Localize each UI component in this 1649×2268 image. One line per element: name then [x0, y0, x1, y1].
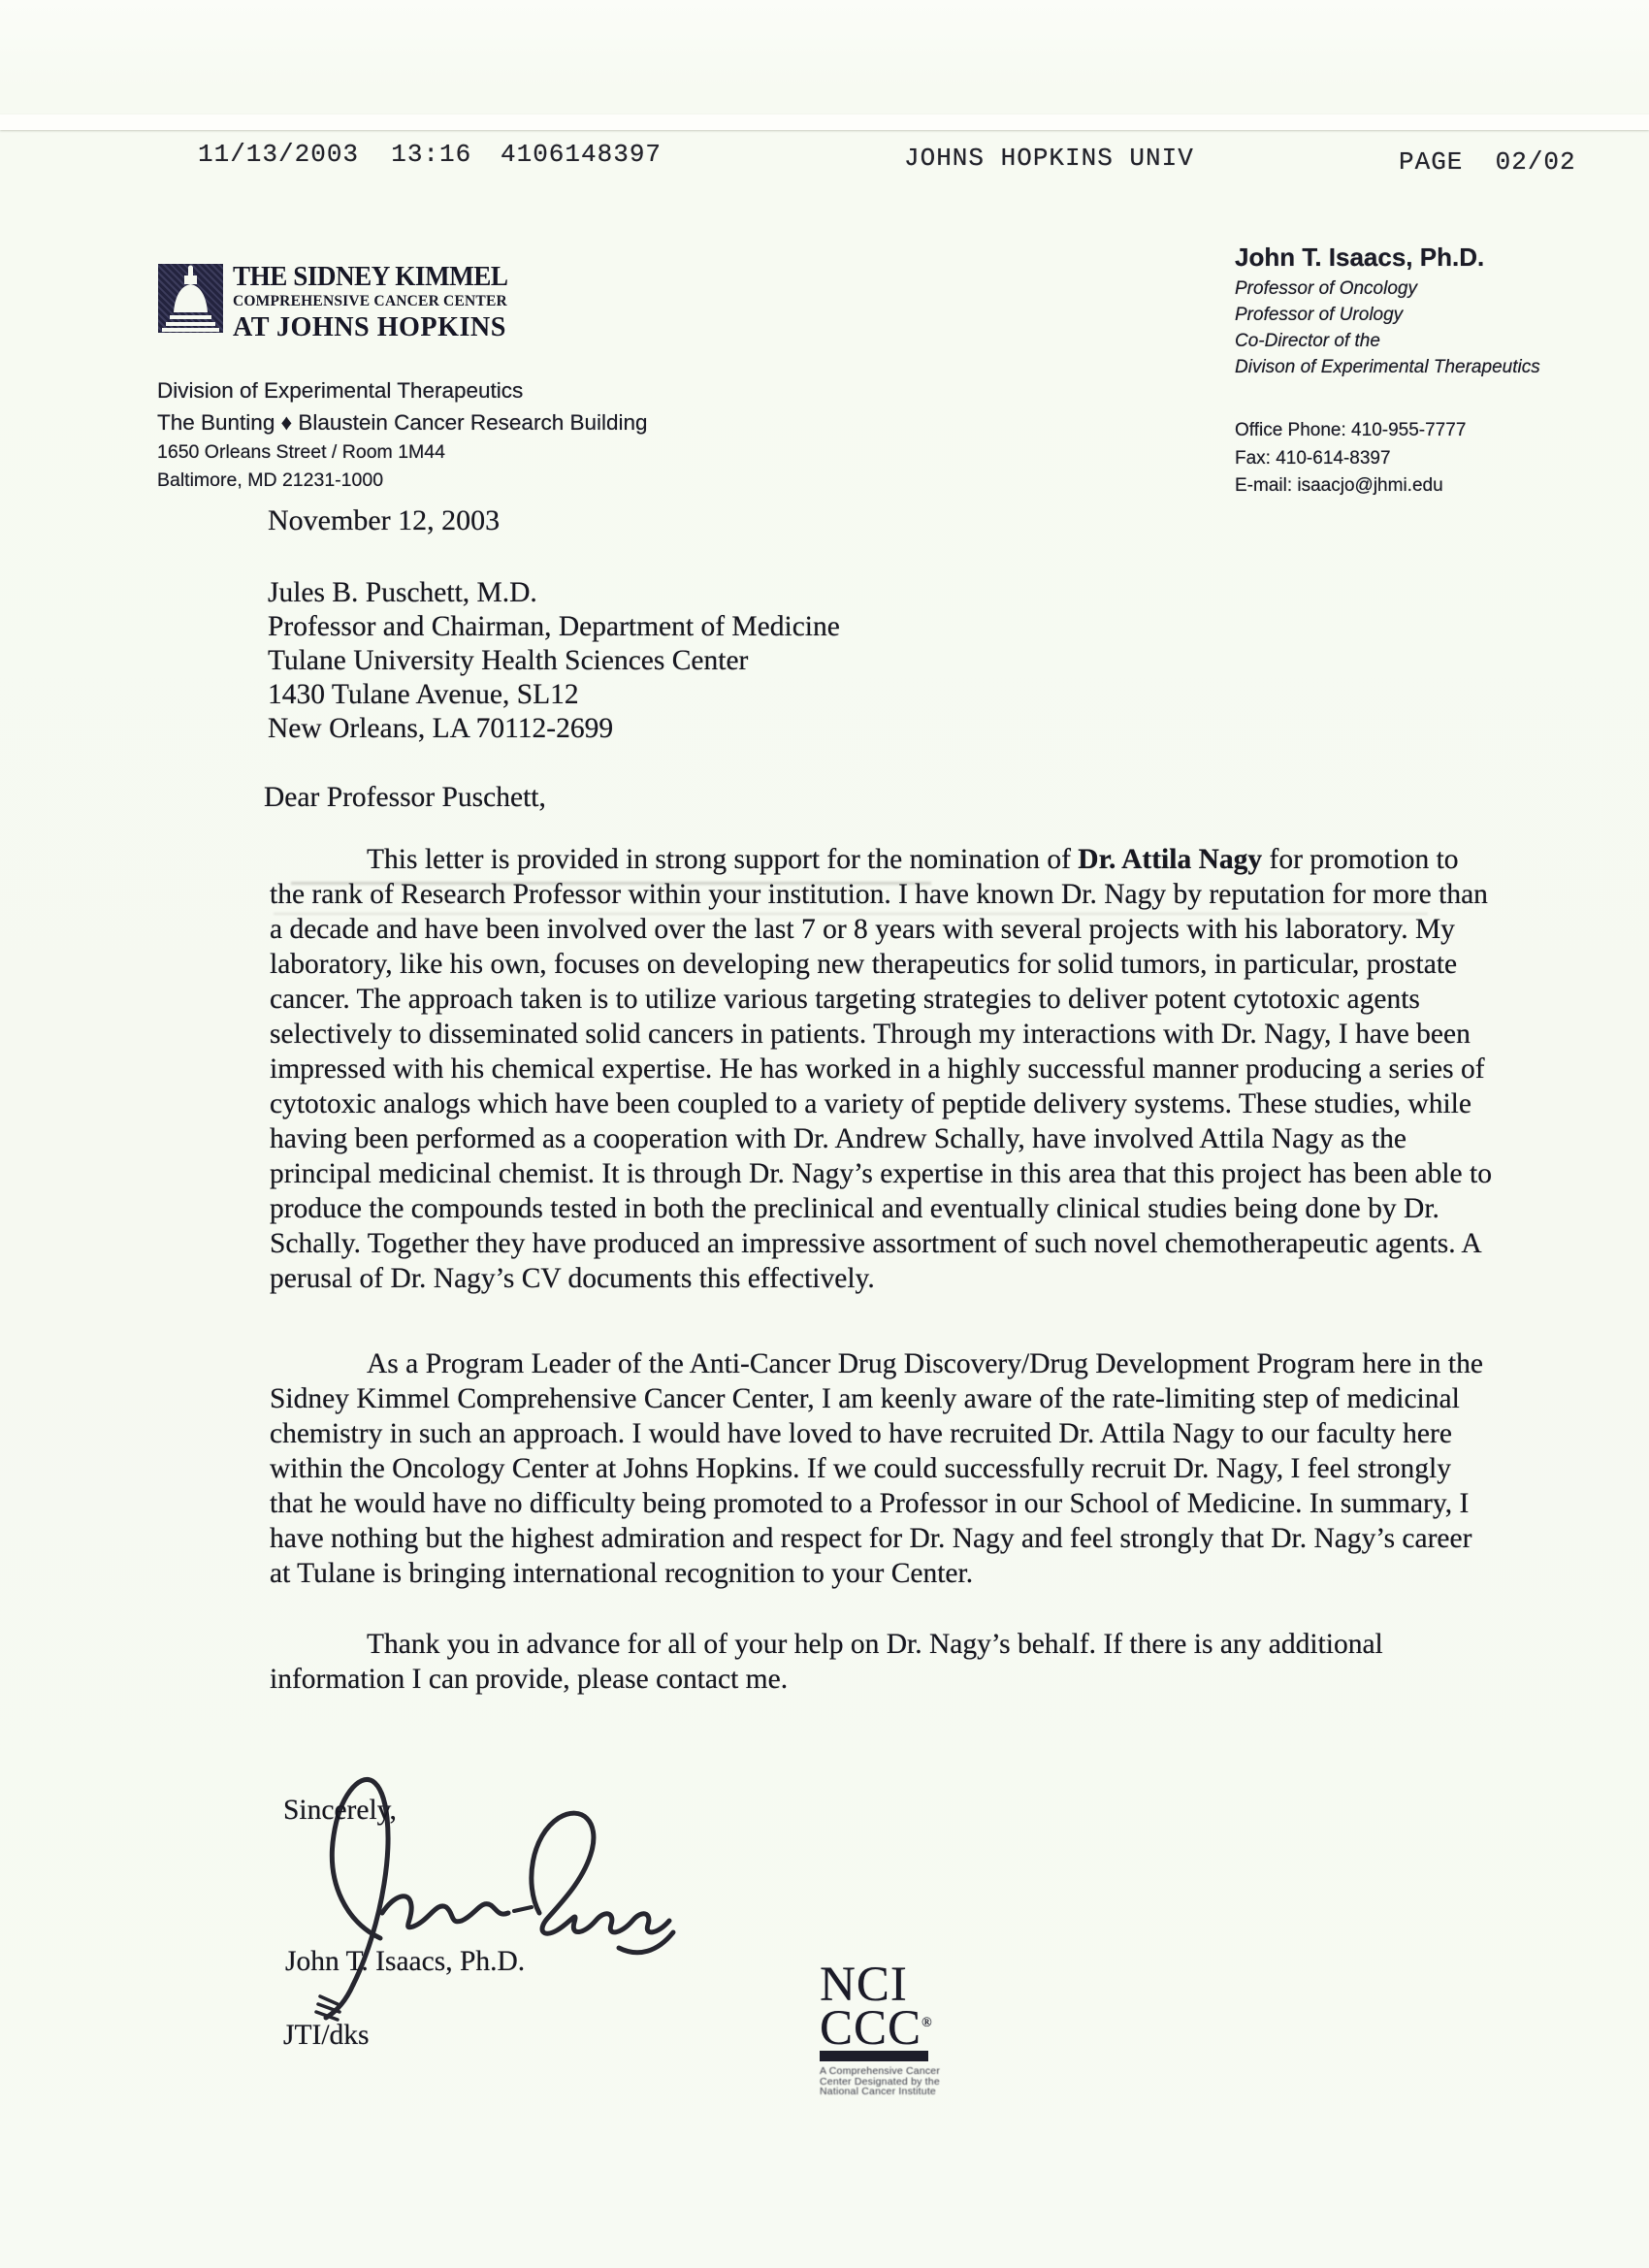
- nci-tagline: [820, 2066, 965, 2097]
- tagline-line: Center Designated by the: [820, 2075, 940, 2088]
- contact-email: E-mail: isaacjo@jhmi.edu: [1235, 475, 1443, 496]
- paragraph-3: Thank you in advance for all of your help on Dr. Nagy’s behalf. If there is any additional information I can provide, please contact me.: [270, 1629, 1383, 1695]
- letter-body: [270, 842, 1500, 1697]
- contact-title: Professor of Urology: [1235, 305, 1404, 325]
- logo-line-1: THE SIDNEY KIMMEL: [233, 262, 508, 292]
- paragraph-1-bold-name: Dr. Attila Nagy: [1078, 844, 1263, 875]
- paragraph-2: As a Program Leader of the Anti-Cancer Drug Discovery/Drug Development Program here in the Sidney Kimmel Comprehensive Cancer Center, I am keenly aware of the rate-limiting step of medicinal chemistry in such an approach. I would have loved to have recruited Dr. Attila Nagy to our faculty here within the Oncology Center at Johns Hopkins. If we could successfully recruit Dr. Nagy, I feel strongly that he would have no difficulty being promoted to a Professor in our School of Medicine. In summary, I have nothing but the highest admiration and respect for Dr. Nagy and feel strongly that Dr. Nagy’s career at Tulane is bringing international recognition to your Center.: [270, 1348, 1483, 1589]
- contact-fax: Fax: 410-614-8397: [1235, 447, 1391, 469]
- tagline-line: A Comprehensive Cancer: [820, 2065, 941, 2077]
- contact-title: Professor of Oncology: [1235, 278, 1417, 299]
- fax-datetime: 11/13/2003 13:16: [198, 140, 472, 169]
- signer-name: John T. Isaacs, Ph.D.: [285, 1946, 526, 1977]
- contact-name: John T. Isaacs, Ph.D.: [1235, 243, 1485, 272]
- registered-mark: ®: [922, 2016, 932, 2030]
- nci-text: NCI: [820, 1958, 908, 2012]
- closing: Sincerely,: [283, 1795, 397, 1826]
- recipient-line: Tulane University Health Sciences Center: [268, 645, 749, 676]
- address-line: 1650 Orleans Street / Room 1M44: [157, 441, 445, 463]
- recipient-line: 1430 Tulane Avenue, SL12: [268, 679, 579, 710]
- signature-image: [289, 1767, 677, 2029]
- kimmel-logo: [158, 264, 516, 341]
- recipient-line: Professor and Chairman, Department of Medicine: [268, 611, 840, 642]
- kimmel-logo-text: [233, 264, 516, 341]
- recipient-block: [268, 576, 840, 746]
- reference-initials: JTI/dks: [283, 2020, 370, 2051]
- nci-logo-line2: [820, 2001, 965, 2056]
- contact-block: [1235, 243, 1540, 501]
- ncc-logo: [820, 1958, 965, 2097]
- paragraph-1: [270, 842, 1500, 1296]
- contact-phone: Office Phone: 410-955-7777: [1235, 420, 1467, 440]
- fax-page-count: PAGE 02/02: [1399, 147, 1576, 177]
- salutation: Dear Professor Puschett,: [264, 782, 546, 813]
- logo-line-2: COMPREHENSIVE CANCER CENTER: [233, 293, 507, 309]
- tagline-line: National Cancer Institute: [820, 2086, 936, 2097]
- sender-address-block: [157, 374, 648, 494]
- address-line: Baltimore, MD 21231-1000: [157, 469, 384, 491]
- nci-logo-line1: [820, 1958, 965, 2012]
- dome-icon: [158, 264, 223, 333]
- recipient-line: Jules B. Puschett, M.D.: [268, 577, 537, 608]
- scan-page-edge: [0, 114, 1649, 130]
- address-line: Division of Experimental Therapeutics: [157, 378, 524, 403]
- address-line: The Bunting ♦ Blaustein Cancer Research Building: [157, 410, 648, 435]
- recipient-line: New Orleans, LA 70112-2699: [268, 713, 614, 744]
- paragraph-1-pre: This letter is provided in strong support for the nomination of: [367, 844, 1079, 875]
- logo-line-3: AT JOHNS HOPKINS: [233, 311, 506, 342]
- fax-sender: JOHNS HOPKINS UNIV: [904, 144, 1194, 173]
- contact-title: Co-Director of the: [1235, 331, 1380, 351]
- fax-number: 4106148397: [501, 140, 663, 169]
- letter-date: November 12, 2003: [268, 504, 501, 536]
- ccc-text: CCC: [820, 2001, 922, 2056]
- paragraph-1-post: for promotion to the rank of Research Professor within your institution. I have known Dr. Nagy by reputation for more than a decade and have been involved over the last 7 or 8 years with several projects with his laboratory. My laboratory, like his own, focuses on developing new therapeutics for solid tumors, in particular, prostate cancer. The approach taken is to utilize various targeting strategies to deliver potent cytotoxic agents selectively to disseminated solid cancers in patients. Through my interactions with Dr. Nagy, I have been impressed with his chemical expertise. He has worked in a highly successful manner producing a series of cytotoxic analogs which have been coupled to a variety of peptide delivery systems. These studies, while having been performed as a cooperation with Dr. Andrew Schally, have involved Attila Nagy as the principal medicinal chemist. It is through Dr. Nagy’s expertise in this area that this project has been able to produce the compounds tested in both the preclinical and eventually clinical studies being done by Dr. Schally. Together they have produced an impressive assortment of such novel chemotherapeutic agents. A perusal of Dr. Nagy’s CV documents this effectively.: [270, 844, 1492, 1294]
- contact-title: Divison of Experimental Therapeutics: [1235, 357, 1540, 377]
